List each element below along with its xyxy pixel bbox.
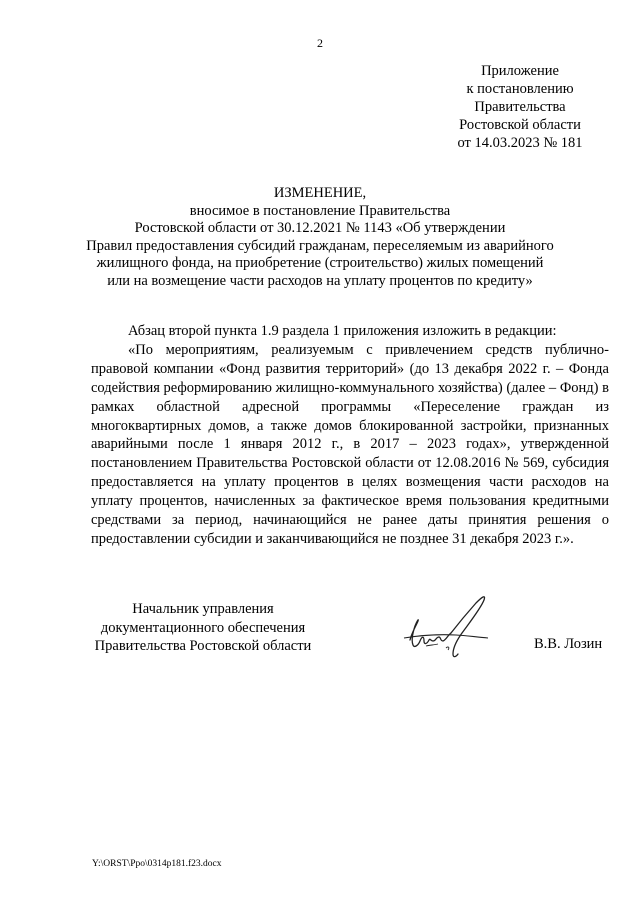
appendix-line: Ростовской области xyxy=(459,117,581,133)
document-body xyxy=(91,322,609,549)
appendix-line: Правительства xyxy=(474,99,566,115)
appendix-line: от 14.03.2023 № 181 xyxy=(457,135,583,151)
intro-paragraph: Абзац второй пункта 1.9 раздела 1 приложения изложить в редакции: xyxy=(128,323,557,339)
quoted-paragraph: «По мероприятиям, реализуемым с привлечением средств публично-правовой компании «Фонд развития территорий» (до 13 декабря 2022 г. – Фонда содействия реформированию жилищно-коммунального хозяйства) (далее – Фонд) в рамках областной адресной программы «Переселение граждан из многоквартирных домов, а также домов блокированной застройки, признанных аварийными после 1 января 2012 г., в 2017 – 2023 годах», утвержденной постановлением Правительства Ростовской области от 12.08.2016 № 569, субсидия предоставляется на уплату процентов в целях возмещения части расходов на уплату процентов, начисленных за фактическое время пользования кредитными средствами за период, начинающийся не ранее даты принятия решения о предоставлении субсидии и заканчивающийся не позднее 31 декабря 2023 г.». xyxy=(91,341,609,547)
heading-line: Правил предоставления субсидий гражданам, переселяемым из аварийного xyxy=(86,237,554,254)
signer-title-line: Начальник управления xyxy=(132,601,274,617)
heading-line: вносимое в постановление Правительства xyxy=(189,202,451,219)
appendix-header xyxy=(440,62,600,152)
appendix-line: к постановлению xyxy=(466,81,574,97)
handwritten-signature xyxy=(396,588,506,666)
signer-name: В.В. Лозин xyxy=(534,636,603,652)
heading-title: ИЗМЕНЕНИЕ, xyxy=(273,185,367,201)
signer-title xyxy=(88,600,318,656)
signer-title-line: документационного обеспечения xyxy=(100,619,306,636)
page-number: 2 xyxy=(317,36,323,50)
appendix-line: Приложение xyxy=(481,63,559,79)
heading-line: жилищного фонда, на приобретение (строительство) жилых помещений xyxy=(96,255,544,272)
footer-file-path: Y:\ORST\Ppo\0314p181.f23.docx xyxy=(92,859,222,869)
document-heading xyxy=(80,185,560,291)
heading-line: или на возмещение части расходов на уплату процентов по кредиту» xyxy=(107,272,533,289)
heading-line: Ростовской области от 30.12.2021 № 1143 «Об утверждении xyxy=(134,220,506,237)
signer-title-line: Правительства Ростовской области xyxy=(94,638,312,654)
